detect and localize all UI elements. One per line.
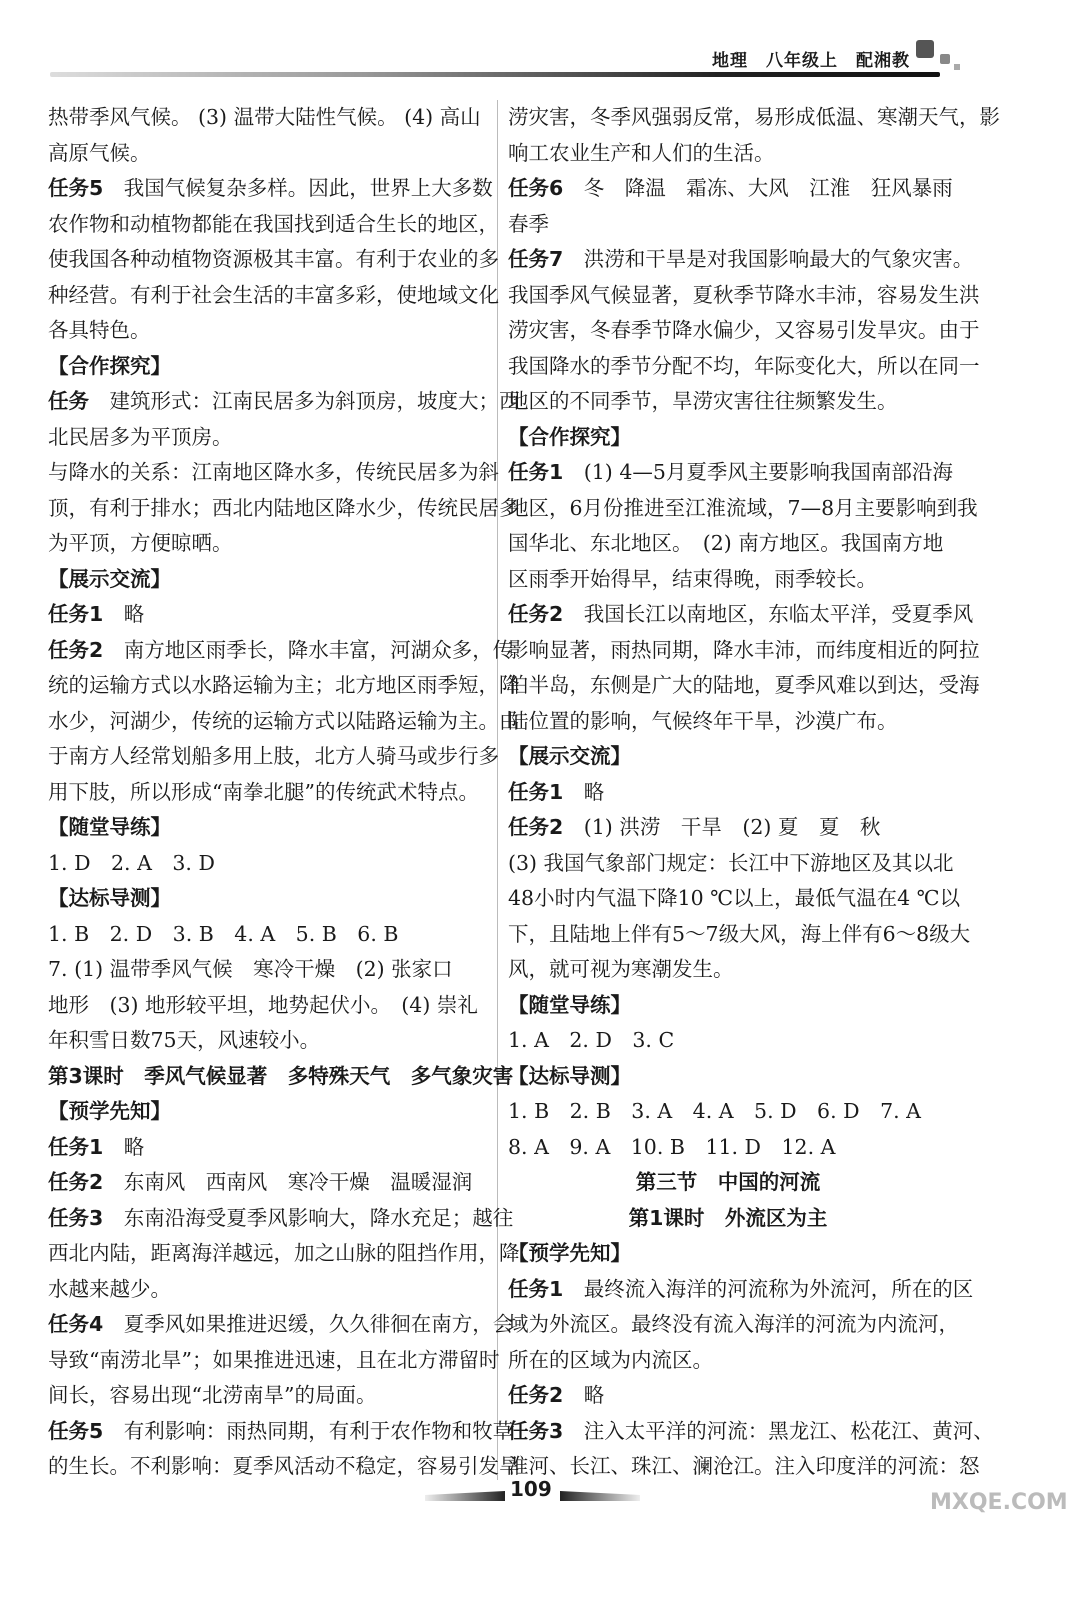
header-rule	[50, 72, 940, 77]
text-line	[48, 313, 488, 349]
text-line	[48, 1343, 500, 1379]
text-line	[48, 171, 493, 207]
section-heading	[48, 1094, 488, 1130]
line-text: 有利影响：雨热同期，有利于农作物和牧草	[103, 1418, 514, 1443]
line-text: 顶，有利于排水；西北内陆地区降水少，传统民居多	[48, 495, 520, 520]
section-heading	[508, 420, 948, 456]
text-line	[48, 526, 488, 562]
text-line	[508, 704, 948, 740]
section-heading-text: 第三节 中国的河流	[635, 1170, 821, 1194]
text-line	[48, 597, 488, 633]
task-label: 任务3	[48, 1205, 104, 1230]
line-text: 统的运输方式以水路运输为主；北方地区雨季短，降	[48, 673, 520, 697]
section-heading	[508, 988, 948, 1024]
section-heading-text: 【随堂导练】	[508, 992, 631, 1017]
line-text: 1. B 2. B 3. A 4. A 5. D 6. D 7. A	[508, 1099, 921, 1123]
text-line	[508, 810, 948, 846]
line-text: 洪涝和干旱是对我国影响最大的气象灾害。	[563, 247, 974, 271]
section-heading-text: 【达标导测】	[508, 1063, 631, 1088]
line-text: 所在的区域为内流区。	[508, 1347, 713, 1372]
line-text: 使我国各种动植物资源极其丰富。有利于农业的多	[48, 247, 499, 271]
line-text: 西北内陆，距离海洋越远，加之山脉的阻挡作用，降	[48, 1241, 520, 1265]
line-text: 南方地区雨季长，降水丰富，河湖众多，传	[103, 637, 514, 662]
text-line	[508, 349, 980, 385]
line-text: 陆位置的影响，气候终年干旱，沙漠广布。	[508, 708, 898, 733]
left-column	[48, 100, 520, 1485]
section-heading	[508, 1236, 948, 1272]
section-heading	[508, 1201, 948, 1237]
task-label: 任务1	[508, 779, 564, 804]
header-title: 地理 八年级上 配湘教	[712, 51, 910, 71]
text-line	[48, 1378, 488, 1414]
text-line	[48, 384, 520, 420]
text-line	[48, 136, 488, 172]
line-text: 水越来越少。	[48, 1276, 171, 1301]
line-text: 48小时内气温下降10 ℃以上，最低气温在4 ℃以	[508, 886, 961, 910]
section-heading-text: 第3课时 季风气候显著 多特殊天气 多气象灾害	[48, 1063, 514, 1088]
text-line	[48, 1201, 514, 1237]
text-line	[508, 597, 974, 633]
section-heading	[508, 1165, 948, 1201]
line-text: 1. A 2. D 3. C	[508, 1028, 675, 1052]
header-decoration-square	[916, 40, 934, 58]
text-line	[508, 1023, 948, 1059]
text-line	[508, 171, 953, 207]
text-line	[48, 775, 488, 811]
line-text: 1. D 2. A 3. D	[48, 850, 215, 875]
watermark: MXQE.COM	[930, 1490, 1068, 1515]
text-line	[508, 136, 948, 172]
text-line	[508, 846, 954, 882]
text-line	[48, 420, 488, 456]
task-label: 任务1	[508, 1276, 564, 1301]
line-text: 我国气候复杂多样。因此，世界上大多数	[103, 176, 493, 200]
text-line	[48, 100, 488, 136]
text-line	[48, 988, 488, 1024]
text-line	[508, 1307, 959, 1343]
section-heading-text: 【达标导测】	[48, 886, 171, 910]
section-heading	[508, 739, 948, 775]
section-heading-text: 【合作探究】	[48, 353, 171, 378]
line-text: 风，就可视为寒潮发生。	[508, 957, 734, 981]
text-line	[508, 562, 948, 598]
footer-decoration-left	[425, 1491, 505, 1501]
line-text: 导致“南涝北旱”；如果推进迅速，且在北方滞留时	[48, 1347, 500, 1372]
line-text: 于南方人经常划船多用上肢，北方人骑马或步行多	[48, 744, 499, 768]
text-line	[508, 1130, 948, 1166]
line-text: 种经营。有利于社会生活的丰富多彩，使地域文化	[48, 282, 499, 307]
line-text: 年积雪日数75天，风速较小。	[48, 1028, 321, 1052]
task-label: 任务2	[508, 815, 564, 839]
text-line	[508, 100, 1000, 136]
text-line	[508, 313, 980, 349]
section-heading-text: 【预学先知】	[48, 1099, 171, 1123]
line-text: 最终流入海洋的河流称为外流河，所在的区	[563, 1276, 974, 1301]
text-line	[508, 633, 980, 669]
line-text: 下，且陆地上伴有5～7级大风，海上伴有6～8级大	[508, 921, 971, 946]
text-line	[48, 917, 488, 953]
line-text: 北民居多为平顶房。	[48, 424, 233, 449]
task-label: 任务2	[48, 637, 104, 662]
line-text: 域为外流区。最终没有流入海洋的河流为内流河，	[508, 1312, 959, 1336]
task-label: 任务6	[508, 176, 564, 200]
text-line	[48, 846, 488, 882]
task-label: 任务7	[508, 247, 564, 271]
line-text: 我国季风气候显著，夏秋季节降水丰沛，容易发生洪	[508, 282, 980, 307]
task-label: 任务1	[48, 1134, 104, 1159]
task-label: 任务3	[508, 1418, 564, 1443]
line-text: 建筑形式：江南民居多为斜顶房，坡度大；西	[89, 389, 520, 413]
text-line	[48, 668, 520, 704]
line-text: (3) 我国气象部门规定：长江中下游地区及其以北	[508, 850, 954, 875]
line-text: 涝灾害，冬季风强弱反常，易形成低温、寒潮天气，影	[508, 105, 1000, 129]
text-line	[508, 1094, 948, 1130]
task-label: 任务	[48, 389, 89, 413]
section-heading	[48, 881, 488, 917]
section-heading-text: 【合作探究】	[508, 424, 631, 449]
line-text: 淮河、长江、珠江、澜沧江。注入印度洋的河流：怒	[508, 1454, 980, 1478]
text-line	[508, 455, 953, 491]
line-text: 略	[563, 1383, 605, 1407]
line-text: 略	[563, 779, 605, 804]
line-text: 高原气候。	[48, 140, 151, 165]
line-text: (1) 4—5月夏季风主要影响我国南部沿海	[563, 460, 953, 484]
text-line	[48, 1414, 514, 1450]
line-text: 国华北、东北地区。 (2) 南方地区。我国南方地	[508, 531, 944, 555]
text-line	[508, 952, 948, 988]
task-label: 任务5	[48, 176, 104, 200]
line-text: 夏季风如果推进迟缓，久久徘徊在南方，会	[103, 1312, 514, 1336]
text-line	[48, 242, 499, 278]
section-heading	[48, 349, 488, 385]
text-line	[48, 491, 520, 527]
header-decoration-square	[954, 64, 960, 70]
text-line	[508, 775, 948, 811]
line-text: 的生长。不利影响：夏季风活动不稳定，容易引发旱	[48, 1454, 520, 1478]
footer-decoration-right	[560, 1491, 640, 1501]
line-text: 冬 降温 霜冻、大风 江淮 狂风暴雨	[563, 176, 953, 200]
line-text: (1) 洪涝 干旱 (2) 夏 夏 秋	[563, 815, 881, 839]
column-divider	[497, 100, 498, 1480]
task-label: 任务2	[48, 1170, 104, 1194]
page-header	[40, 40, 1030, 84]
section-heading-text: 【展示交流】	[48, 566, 171, 591]
text-line	[508, 278, 980, 314]
section-heading	[48, 562, 488, 598]
line-text: 与降水的关系：江南地区降水多，传统民居多为斜	[48, 460, 499, 484]
section-heading	[508, 1059, 948, 1095]
text-line	[508, 668, 980, 704]
header-decoration-square	[940, 54, 950, 64]
line-text: 8. A 9. A 10. B 11. D 12. A	[508, 1134, 836, 1159]
page-footer	[0, 1477, 1066, 1517]
section-heading-text: 【展示交流】	[508, 744, 631, 768]
text-line	[48, 1307, 514, 1343]
line-text: 响工农业生产和人们的生活。	[508, 140, 775, 165]
section-heading-text: 【随堂导练】	[48, 815, 171, 839]
section-heading	[48, 810, 488, 846]
line-text: 略	[103, 602, 145, 626]
task-label: 任务5	[48, 1418, 104, 1443]
task-label: 任务1	[508, 460, 564, 484]
line-text: 涝灾害，冬春季节降水偏少，又容易引发旱灾。由于	[508, 318, 980, 342]
line-text: 为平顶，方便晾晒。	[48, 531, 233, 555]
line-text: 春季	[508, 211, 549, 236]
line-text: 区雨季开始得早，结束得晚，雨季较长。	[508, 566, 877, 591]
text-line	[48, 1023, 488, 1059]
line-text: 7. (1) 温带季风气候 寒冷干燥 (2) 张家口	[48, 957, 453, 981]
text-line	[48, 739, 499, 775]
line-text: 热带季风气候。 (3) 温带大陆性气候。 (4) 高山	[48, 105, 481, 129]
line-text: 水少，河湖少，传统的运输方式以陆路运输为主。由	[48, 708, 520, 733]
text-line	[508, 881, 961, 917]
text-line	[508, 491, 978, 527]
line-text: 我国长江以南地区，东临太平洋，受夏季风	[563, 602, 974, 626]
line-text: 地区，6月份推进至江淮流域，7—8月主要影响到我	[508, 495, 978, 520]
right-column	[508, 100, 1000, 1485]
line-text: 影响显著，雨热同期，降水丰沛，而纬度相近的阿拉	[508, 637, 980, 662]
line-text: 各具特色。	[48, 318, 151, 342]
section-heading	[48, 1059, 514, 1095]
line-text: 1. B 2. D 3. B 4. A 5. B 6. B	[48, 921, 399, 946]
text-line	[48, 1272, 488, 1308]
line-text: 用下肢，所以形成“南拳北腿”的传统武术特点。	[48, 779, 479, 804]
text-line	[48, 207, 499, 243]
section-heading-text: 【预学先知】	[508, 1241, 631, 1265]
text-line	[508, 1343, 948, 1379]
text-line	[48, 952, 488, 988]
text-line	[508, 1414, 994, 1450]
text-line	[48, 704, 520, 740]
section-heading-text: 第1课时 外流区为主	[628, 1205, 828, 1230]
text-line	[48, 1236, 520, 1272]
text-line	[508, 917, 971, 953]
text-line	[508, 207, 948, 243]
line-text: 间长，容易出现“北涝南旱”的局面。	[48, 1383, 377, 1407]
task-label: 任务2	[508, 602, 564, 626]
task-label: 任务2	[508, 1383, 564, 1407]
text-line	[508, 1272, 974, 1308]
line-text: 地形 (3) 地形较平坦，地势起伏小。 (4) 崇礼	[48, 992, 478, 1017]
line-text: 地区的不同季节，旱涝灾害往往频繁发生。	[508, 389, 898, 413]
text-line	[48, 455, 499, 491]
line-text: 伯半岛，东侧是广大的陆地，夏季风难以到达，受海	[508, 673, 980, 697]
task-label: 任务4	[48, 1312, 104, 1336]
line-text: 我国降水的季节分配不均，年际变化大，所以在同一	[508, 353, 980, 378]
text-line	[508, 1378, 948, 1414]
task-label: 任务1	[48, 602, 104, 626]
text-line	[48, 1165, 488, 1201]
line-text: 东南风 西南风 寒冷干燥 温暖湿润	[103, 1170, 473, 1194]
text-line	[508, 526, 948, 562]
line-text: 东南沿海受夏季风影响大，降水充足；越往	[103, 1205, 514, 1230]
text-line	[508, 242, 974, 278]
text-line	[48, 278, 499, 314]
text-line	[48, 1130, 488, 1166]
page-number: 109	[510, 1477, 552, 1501]
line-text: 农作物和动植物都能在我国找到适合生长的地区，	[48, 211, 499, 236]
text-line	[48, 633, 514, 669]
line-text: 略	[103, 1134, 145, 1159]
line-text: 注入太平洋的河流：黑龙江、松花江、黄河、	[563, 1418, 994, 1443]
text-line	[508, 384, 948, 420]
